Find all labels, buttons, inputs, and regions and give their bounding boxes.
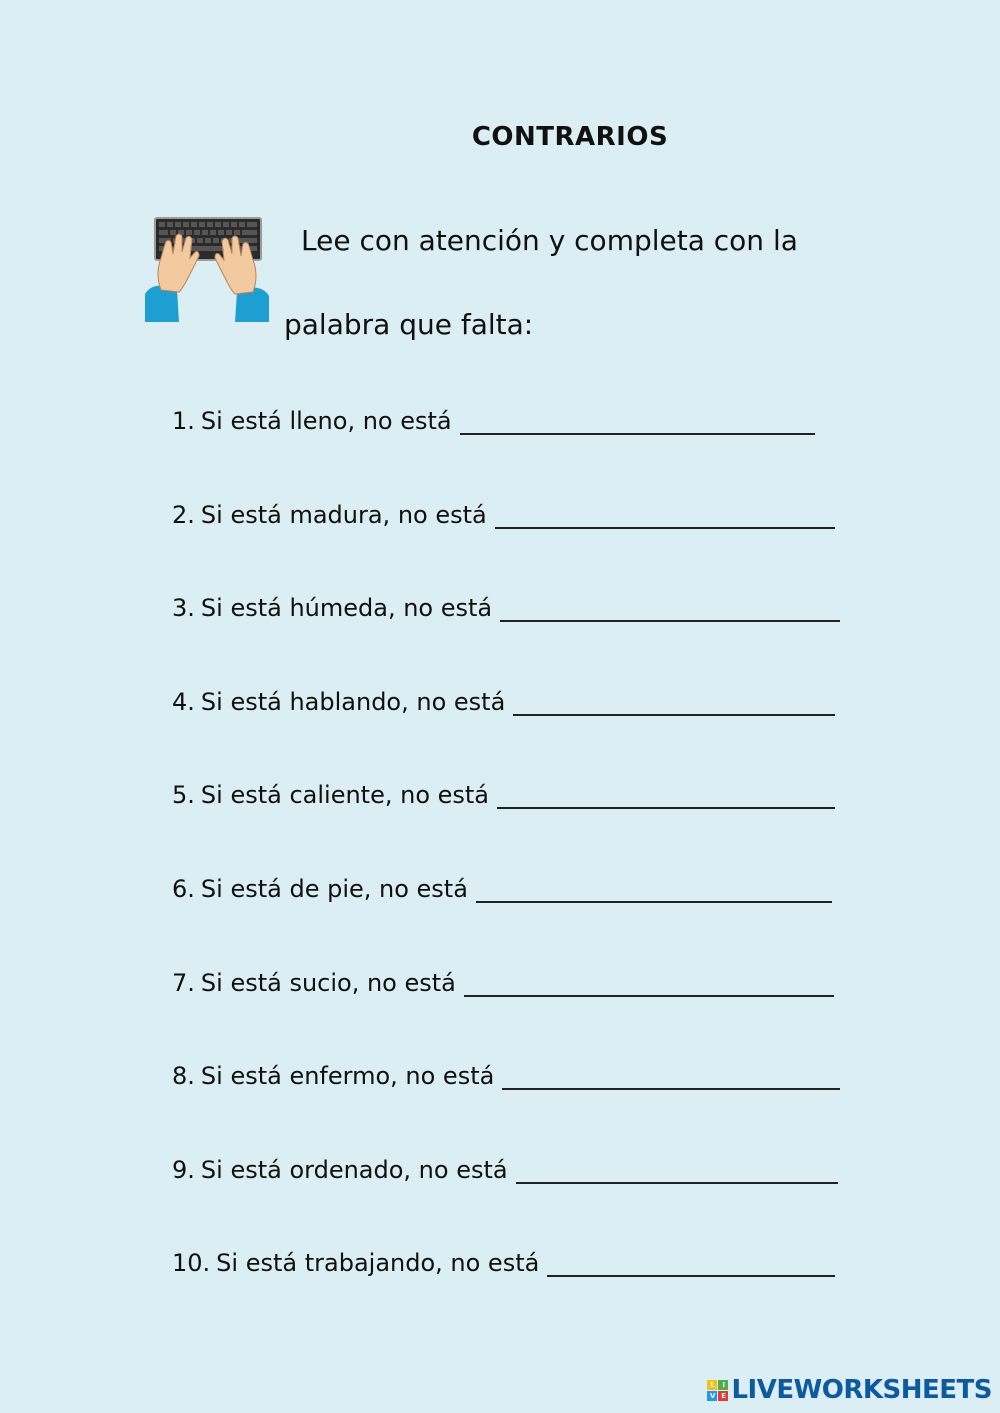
item-number: 5. bbox=[172, 781, 195, 810]
answer-blank[interactable] bbox=[547, 1249, 835, 1277]
item-sentence: Si está enfermo, no está bbox=[200, 1062, 495, 1091]
answer-blank[interactable] bbox=[495, 501, 835, 529]
logo-mark-square: I bbox=[718, 1380, 728, 1390]
logo-mark-square: L bbox=[707, 1380, 717, 1390]
item-number: 3. bbox=[172, 594, 195, 623]
item-sentence: Si está de pie, no está bbox=[200, 874, 468, 903]
answer-blank[interactable] bbox=[502, 1062, 840, 1090]
answer-blank[interactable] bbox=[476, 875, 832, 903]
item-number: 4. bbox=[172, 687, 195, 716]
item-sentence: Si está caliente, no está bbox=[200, 781, 490, 810]
logo-mark-square: V bbox=[707, 1391, 717, 1401]
exercise-item bbox=[172, 688, 840, 782]
item-number: 10. bbox=[172, 1249, 211, 1278]
exercise-item bbox=[172, 594, 840, 688]
item-number: 8. bbox=[172, 1062, 195, 1091]
exercise-list bbox=[172, 407, 840, 1343]
item-sentence: Si está madura, no está bbox=[200, 500, 487, 529]
answer-blank[interactable] bbox=[513, 688, 835, 716]
logo-mark-square: E bbox=[718, 1391, 728, 1401]
exercise-item bbox=[172, 875, 840, 969]
liveworksheets-logo bbox=[707, 1375, 992, 1405]
item-number: 1. bbox=[172, 407, 195, 435]
logo-text: LIVEWORKSHEETS bbox=[731, 1375, 992, 1405]
answer-blank[interactable] bbox=[497, 781, 835, 809]
exercise-item bbox=[172, 1249, 840, 1343]
answer-blank[interactable] bbox=[464, 969, 834, 997]
exercise-item bbox=[172, 501, 840, 595]
worksheet-title: CONTRARIOS bbox=[471, 122, 669, 152]
item-sentence: Si está hablando, no está bbox=[200, 687, 506, 716]
answer-blank[interactable] bbox=[516, 1156, 838, 1184]
hands-typing-keyboard-icon bbox=[143, 214, 271, 326]
exercise-item bbox=[172, 969, 840, 1063]
item-number: 7. bbox=[172, 968, 195, 997]
exercise-item bbox=[172, 407, 840, 501]
item-sentence: Si está ordenado, no está bbox=[200, 1155, 508, 1184]
answer-blank[interactable] bbox=[500, 594, 840, 622]
exercise-item bbox=[172, 1156, 840, 1250]
item-number: 9. bbox=[172, 1155, 195, 1184]
liveworksheets-mark-icon bbox=[707, 1380, 728, 1401]
item-sentence: Si está sucio, no está bbox=[200, 968, 456, 997]
exercise-item bbox=[172, 1062, 840, 1156]
instructions-line-2: palabra que falta: bbox=[284, 308, 534, 341]
item-sentence: Si está húmeda, no está bbox=[200, 594, 493, 623]
item-number: 6. bbox=[172, 874, 195, 903]
exercise-item bbox=[172, 781, 840, 875]
instructions-line-1: Lee con atención y completa con la bbox=[301, 224, 798, 257]
item-sentence: Si está trabajando, no está bbox=[216, 1249, 540, 1278]
item-number: 2. bbox=[172, 500, 195, 529]
item-sentence: Si está lleno, no está bbox=[200, 407, 452, 435]
answer-blank[interactable] bbox=[460, 407, 815, 435]
